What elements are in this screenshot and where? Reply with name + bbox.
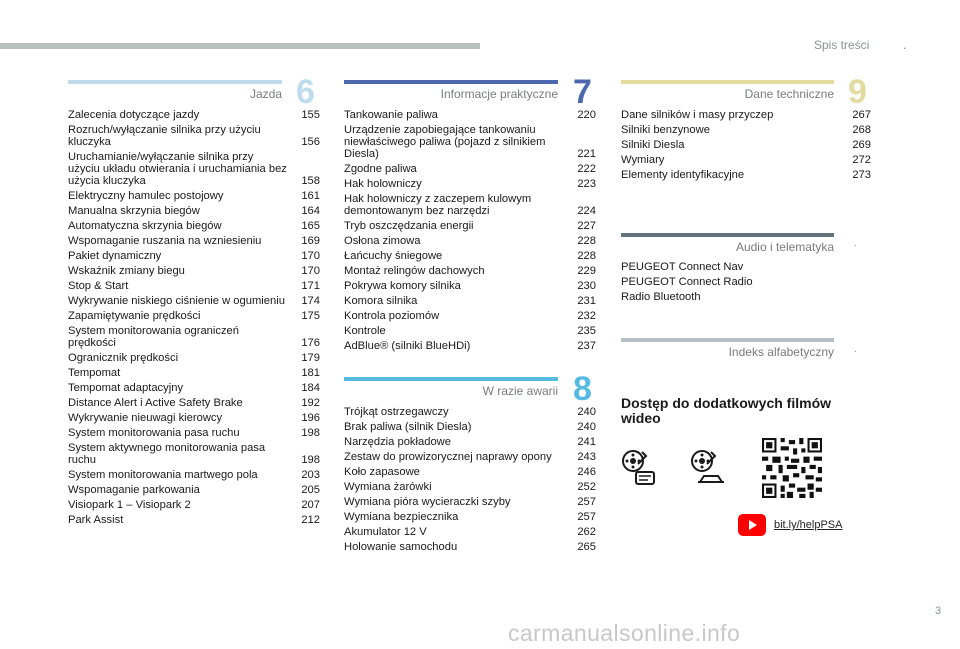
toc-entry-page: 273 [852, 169, 871, 181]
toc-entry-title: Narzędzia pokładowe [344, 436, 451, 448]
indeks-bar [621, 338, 834, 342]
toc-entry-title: Kontrole [344, 325, 386, 337]
toc-entry[interactable] [344, 481, 596, 493]
indeks-header [621, 338, 834, 364]
section-9-bar [621, 80, 834, 84]
toc-entry-title: Zgodne paliwa [344, 163, 417, 175]
toc-entry-page: 272 [852, 154, 871, 166]
toc-entry[interactable] [344, 250, 596, 262]
toc-entry-title: Akumulator 12 V [344, 526, 427, 538]
toc-entry-title: Łańcuchy śniegowe [344, 250, 443, 262]
toc-entry-title: Silniki Diesla [621, 139, 685, 151]
toc-entry-title: Wymiana żarówki [344, 481, 432, 493]
toc-entry-page: 171 [301, 280, 320, 292]
toc-entry[interactable] [68, 427, 320, 439]
toc-entry-page: 224 [577, 205, 596, 217]
toc-entry-page: 205 [301, 484, 320, 496]
toc-entry-page: 268 [852, 124, 871, 136]
toc-entry-title: System monitorowania ograniczeń prędkości [68, 325, 240, 349]
toc-entry-page: 198 [301, 454, 320, 466]
toc-entry[interactable] [68, 280, 320, 292]
toc-entry-title: Elektryczny hamulec postojowy [68, 190, 224, 202]
section-7-header [344, 80, 558, 106]
wheel-wrench-car-icon [688, 448, 728, 488]
toc-entry[interactable] [68, 151, 320, 187]
telematyka-bar [621, 233, 834, 237]
toc-entry[interactable] [344, 340, 596, 352]
toc-entry-page: 212 [301, 514, 320, 526]
toc-entry-page: 229 [577, 265, 596, 277]
toc-entry-page: 227 [577, 220, 596, 232]
section-9-number: 9 [848, 73, 867, 111]
toc-entry-title: System monitorowania pasa ruchu [68, 427, 240, 439]
telematyka-dot: . [854, 238, 857, 249]
toc-entry-page: 155 [301, 109, 320, 121]
toc-entry-page: 158 [301, 175, 320, 187]
toc-entry-title: Holowanie samochodu [344, 541, 458, 553]
toc-entry[interactable] [344, 265, 596, 277]
toc-entry-title: Kontrola poziomów [344, 310, 440, 322]
toc-entry-page: 235 [577, 325, 596, 337]
toc-entry[interactable] [68, 190, 320, 202]
toc-entry-page: 222 [577, 163, 596, 175]
toc-entry[interactable] [344, 496, 596, 508]
toc-entry-title: Elementy identyfikacyjne [621, 169, 745, 181]
toc-entry-title: Wskaźnik zmiany biegu [68, 265, 185, 277]
section-8-bar [344, 377, 558, 381]
qr-code-icon [762, 438, 822, 498]
toc-entry-page: 169 [301, 235, 320, 247]
toc-entry-page: 252 [577, 481, 596, 493]
toc-entry-page: 203 [301, 469, 320, 481]
toc-entry[interactable] [68, 442, 320, 466]
toc-entry[interactable] [344, 280, 596, 292]
toc-entry[interactable] [344, 526, 596, 538]
toc-entry-page: 267 [852, 109, 871, 121]
toc-entry-page: 269 [852, 139, 871, 151]
toc-entry[interactable] [344, 193, 596, 217]
toc-entry-page: 262 [577, 526, 596, 538]
header-title: Spis treści [814, 38, 870, 52]
header-bar [0, 43, 480, 49]
toc-entry-page: 174 [301, 295, 320, 307]
telematyka-item[interactable]: PEUGEOT Connect Nav [621, 261, 744, 273]
toc-entry-title: Wymiana pióra wycieraczki szyby [344, 496, 511, 508]
toc-entry[interactable] [344, 466, 596, 478]
telematyka-title: Audio i telematyka [735, 240, 834, 254]
toc-entry-page: 156 [301, 136, 320, 148]
toc-entry[interactable] [344, 163, 596, 175]
toc-entry[interactable] [68, 250, 320, 262]
toc-entry-page: 257 [577, 496, 596, 508]
toc-entry[interactable] [68, 352, 320, 364]
indeks-title: Indeks alfabetyczny [728, 345, 834, 359]
toc-entry-title: Komora silnika [344, 295, 418, 307]
toc-entry-title: Wspomaganie parkowania [68, 484, 200, 496]
section-6-bar [68, 80, 282, 84]
toc-entry-title: Dane silników i masy przyczep [621, 109, 774, 121]
toc-entry-page: 179 [301, 352, 320, 364]
toc-entry-title: Montaż relingów dachowych [344, 265, 485, 277]
toc-entry[interactable] [621, 139, 871, 151]
section-6-title: Jazda [249, 87, 282, 101]
toc-entry[interactable] [68, 367, 320, 379]
toc-entry-page: 181 [301, 367, 320, 379]
toc-entry-page: 241 [577, 436, 596, 448]
toc-entry[interactable] [344, 235, 596, 247]
toc-entry-title: Pokrywa komory silnika [344, 280, 461, 292]
help-link[interactable]: bit.ly/helpPSA [774, 519, 843, 531]
toc-entry-page: 240 [577, 406, 596, 418]
toc-entry[interactable] [68, 220, 320, 232]
section-9-title: Dane techniczne [744, 87, 834, 101]
toc-entry-page: 165 [301, 220, 320, 232]
video-title: Dostęp do dodatkowych filmów wideo [621, 395, 832, 426]
section-8-title: W razie awarii [482, 384, 558, 398]
toc-entry-title: Tempomat [68, 367, 121, 379]
toc-entry-page: 170 [301, 250, 320, 262]
toc-entry-title: AdBlue® (silniki BlueHDi) [344, 340, 471, 352]
toc-entry-page: 176 [301, 337, 320, 349]
toc-entry[interactable] [344, 421, 596, 433]
section-7-number: 7 [573, 73, 592, 111]
toc-entry-title: Osłona zimowa [344, 235, 421, 247]
section-8-header [344, 377, 558, 403]
toc-entry[interactable] [68, 412, 320, 424]
toc-entry-page: 243 [577, 451, 596, 463]
toc-entry-title: Hak holowniczy z zaczepem kulowym demontowanym bez narzędzi [344, 193, 532, 217]
toc-entry-title: Zestaw do prowizorycznej naprawy opony [344, 451, 552, 463]
toc-entry-title: Wymiary [621, 154, 665, 166]
toc-entry-title: Visiopark 1 – Visiopark 2 [68, 499, 191, 511]
toc-entry[interactable] [68, 295, 320, 307]
toc-entry[interactable] [68, 109, 320, 121]
toc-entry-page: 240 [577, 421, 596, 433]
toc-entry[interactable] [344, 436, 596, 448]
telematyka-header [621, 233, 834, 259]
toc-entry-title: System monitorowania martwego pola [68, 469, 258, 481]
toc-entry-title: Tryb oszczędzania energii [344, 220, 474, 232]
toc-entry-page: 230 [577, 280, 596, 292]
toc-entry[interactable] [621, 124, 871, 136]
toc-entry-title: Silniki benzynowe [621, 124, 710, 136]
toc-entry[interactable] [344, 220, 596, 232]
toc-entry-page: 228 [577, 250, 596, 262]
toc-entry-page: 231 [577, 295, 596, 307]
toc-entry-page: 198 [301, 427, 320, 439]
page-number: 3 [935, 605, 942, 617]
section-8-number: 8 [573, 370, 592, 408]
toc-entry[interactable] [68, 514, 320, 526]
toc-entry-title: Wykrywanie nieuwagi kierowcy [68, 412, 223, 424]
toc-entry-title: Wykrywanie niskiego ciśnienie w ogumieniu [68, 295, 285, 307]
watermark: carmanualsonline.info [508, 620, 741, 646]
toc-entry-title: System aktywnego monitorowania pasa ruchu [68, 442, 266, 466]
toc-entry-page: 223 [577, 178, 596, 190]
toc-entry-page: 192 [301, 397, 320, 409]
toc-entry-title: Park Assist [68, 514, 124, 526]
toc-entry-title: Zalecenia dotyczące jazdy [68, 109, 200, 121]
wheel-wrench-book-icon [620, 448, 660, 488]
toc-entry-page: 220 [577, 109, 596, 121]
youtube-icon[interactable] [738, 514, 766, 536]
toc-entry[interactable] [621, 154, 871, 166]
toc-entry[interactable] [344, 406, 596, 418]
toc-entry[interactable] [68, 124, 320, 148]
toc-entry[interactable] [68, 235, 320, 247]
toc-entry-title: Ogranicznik prędkości [68, 352, 179, 364]
toc-entry[interactable] [344, 295, 596, 307]
toc-entry[interactable] [621, 109, 871, 121]
toc-entry-title: Tankowanie paliwa [344, 109, 438, 121]
toc-entry[interactable] [68, 484, 320, 496]
toc-entry[interactable] [344, 451, 596, 463]
telematyka-item[interactable]: Radio Bluetooth [621, 291, 701, 303]
toc-entry-page: 232 [577, 310, 596, 322]
indeks-dot: . [854, 344, 857, 355]
toc-entry-title: Uruchamianie/wyłączanie silnika przy użyciu układu otwierania i uruchamiania bez użycia kluczyka [68, 151, 287, 187]
toc-entry-page: 164 [301, 205, 320, 217]
section-7-bar [344, 80, 558, 84]
header-dot: . [903, 37, 907, 52]
telematyka-item[interactable]: PEUGEOT Connect Radio [621, 276, 753, 288]
toc-entry-title: Wspomaganie ruszania na wzniesieniu [68, 235, 262, 247]
toc-entry-title: Rozruch/wyłączanie silnika przy użyciu kluczyka [68, 124, 261, 148]
section-9-list [621, 109, 871, 184]
toc-entry-title: Hak holowniczy [344, 178, 422, 190]
toc-entry-page: 184 [301, 382, 320, 394]
toc-entry-title: Zapamiętywanie prędkości [68, 310, 201, 322]
toc-entry[interactable] [344, 325, 596, 337]
toc-entry[interactable] [68, 265, 320, 277]
toc-entry-page: 257 [577, 511, 596, 523]
toc-entry[interactable] [344, 109, 596, 121]
section-6-header [68, 80, 282, 106]
toc-entry-page: 207 [301, 499, 320, 511]
toc-entry-page: 246 [577, 466, 596, 478]
toc-entry-title: Stop & Start [68, 280, 129, 292]
toc-entry[interactable] [344, 511, 596, 523]
toc-entry-page: 228 [577, 235, 596, 247]
toc-entry-page: 196 [301, 412, 320, 424]
toc-entry-title: Distance Alert i Active Safety Brake [68, 397, 243, 409]
toc-entry-title: Trójkąt ostrzegawczy [344, 406, 449, 418]
toc-entry[interactable] [68, 205, 320, 217]
section-7-title: Informacje praktyczne [440, 87, 558, 101]
section-7-list [344, 109, 596, 355]
toc-entry[interactable] [68, 499, 320, 511]
section-9-header [621, 80, 834, 106]
section-6-number: 6 [296, 73, 315, 111]
toc-entry[interactable] [68, 325, 320, 349]
toc-entry-page: 170 [301, 265, 320, 277]
toc-entry-page: 237 [577, 340, 596, 352]
toc-entry-title: Pakiet dynamiczny [68, 250, 162, 262]
toc-entry-title: Tempomat adaptacyjny [68, 382, 184, 394]
toc-entry[interactable] [68, 469, 320, 481]
section-8-list [344, 406, 596, 556]
toc-entry-title: Manualna skrzynia biegów [68, 205, 200, 217]
toc-entry-page: 175 [301, 310, 320, 322]
toc-entry-page: 161 [301, 190, 320, 202]
toc-entry-page: 221 [577, 148, 596, 160]
toc-entry-title: Automatyczna skrzynia biegów [68, 220, 222, 232]
toc-entry[interactable] [344, 178, 596, 190]
toc-entry-title: Urządzenie zapobiegające tankowaniu niewłaściwego paliwa (pojazd z silnikiem Diesla) [344, 124, 546, 160]
toc-entry[interactable] [344, 124, 596, 160]
section-6-list [68, 109, 320, 529]
toc-entry[interactable] [621, 169, 871, 181]
telematyka-list [621, 261, 841, 306]
toc-entry[interactable] [68, 382, 320, 394]
toc-entry-page: 265 [577, 541, 596, 553]
toc-entry[interactable] [68, 310, 320, 322]
toc-entry-title: Brak paliwa (silnik Diesla) [344, 421, 472, 433]
toc-entry-title: Wymiana bezpiecznika [344, 511, 459, 523]
toc-entry[interactable] [344, 310, 596, 322]
toc-entry-title: Koło zapasowe [344, 466, 420, 478]
toc-entry[interactable] [344, 541, 596, 553]
toc-entry[interactable] [68, 397, 320, 409]
